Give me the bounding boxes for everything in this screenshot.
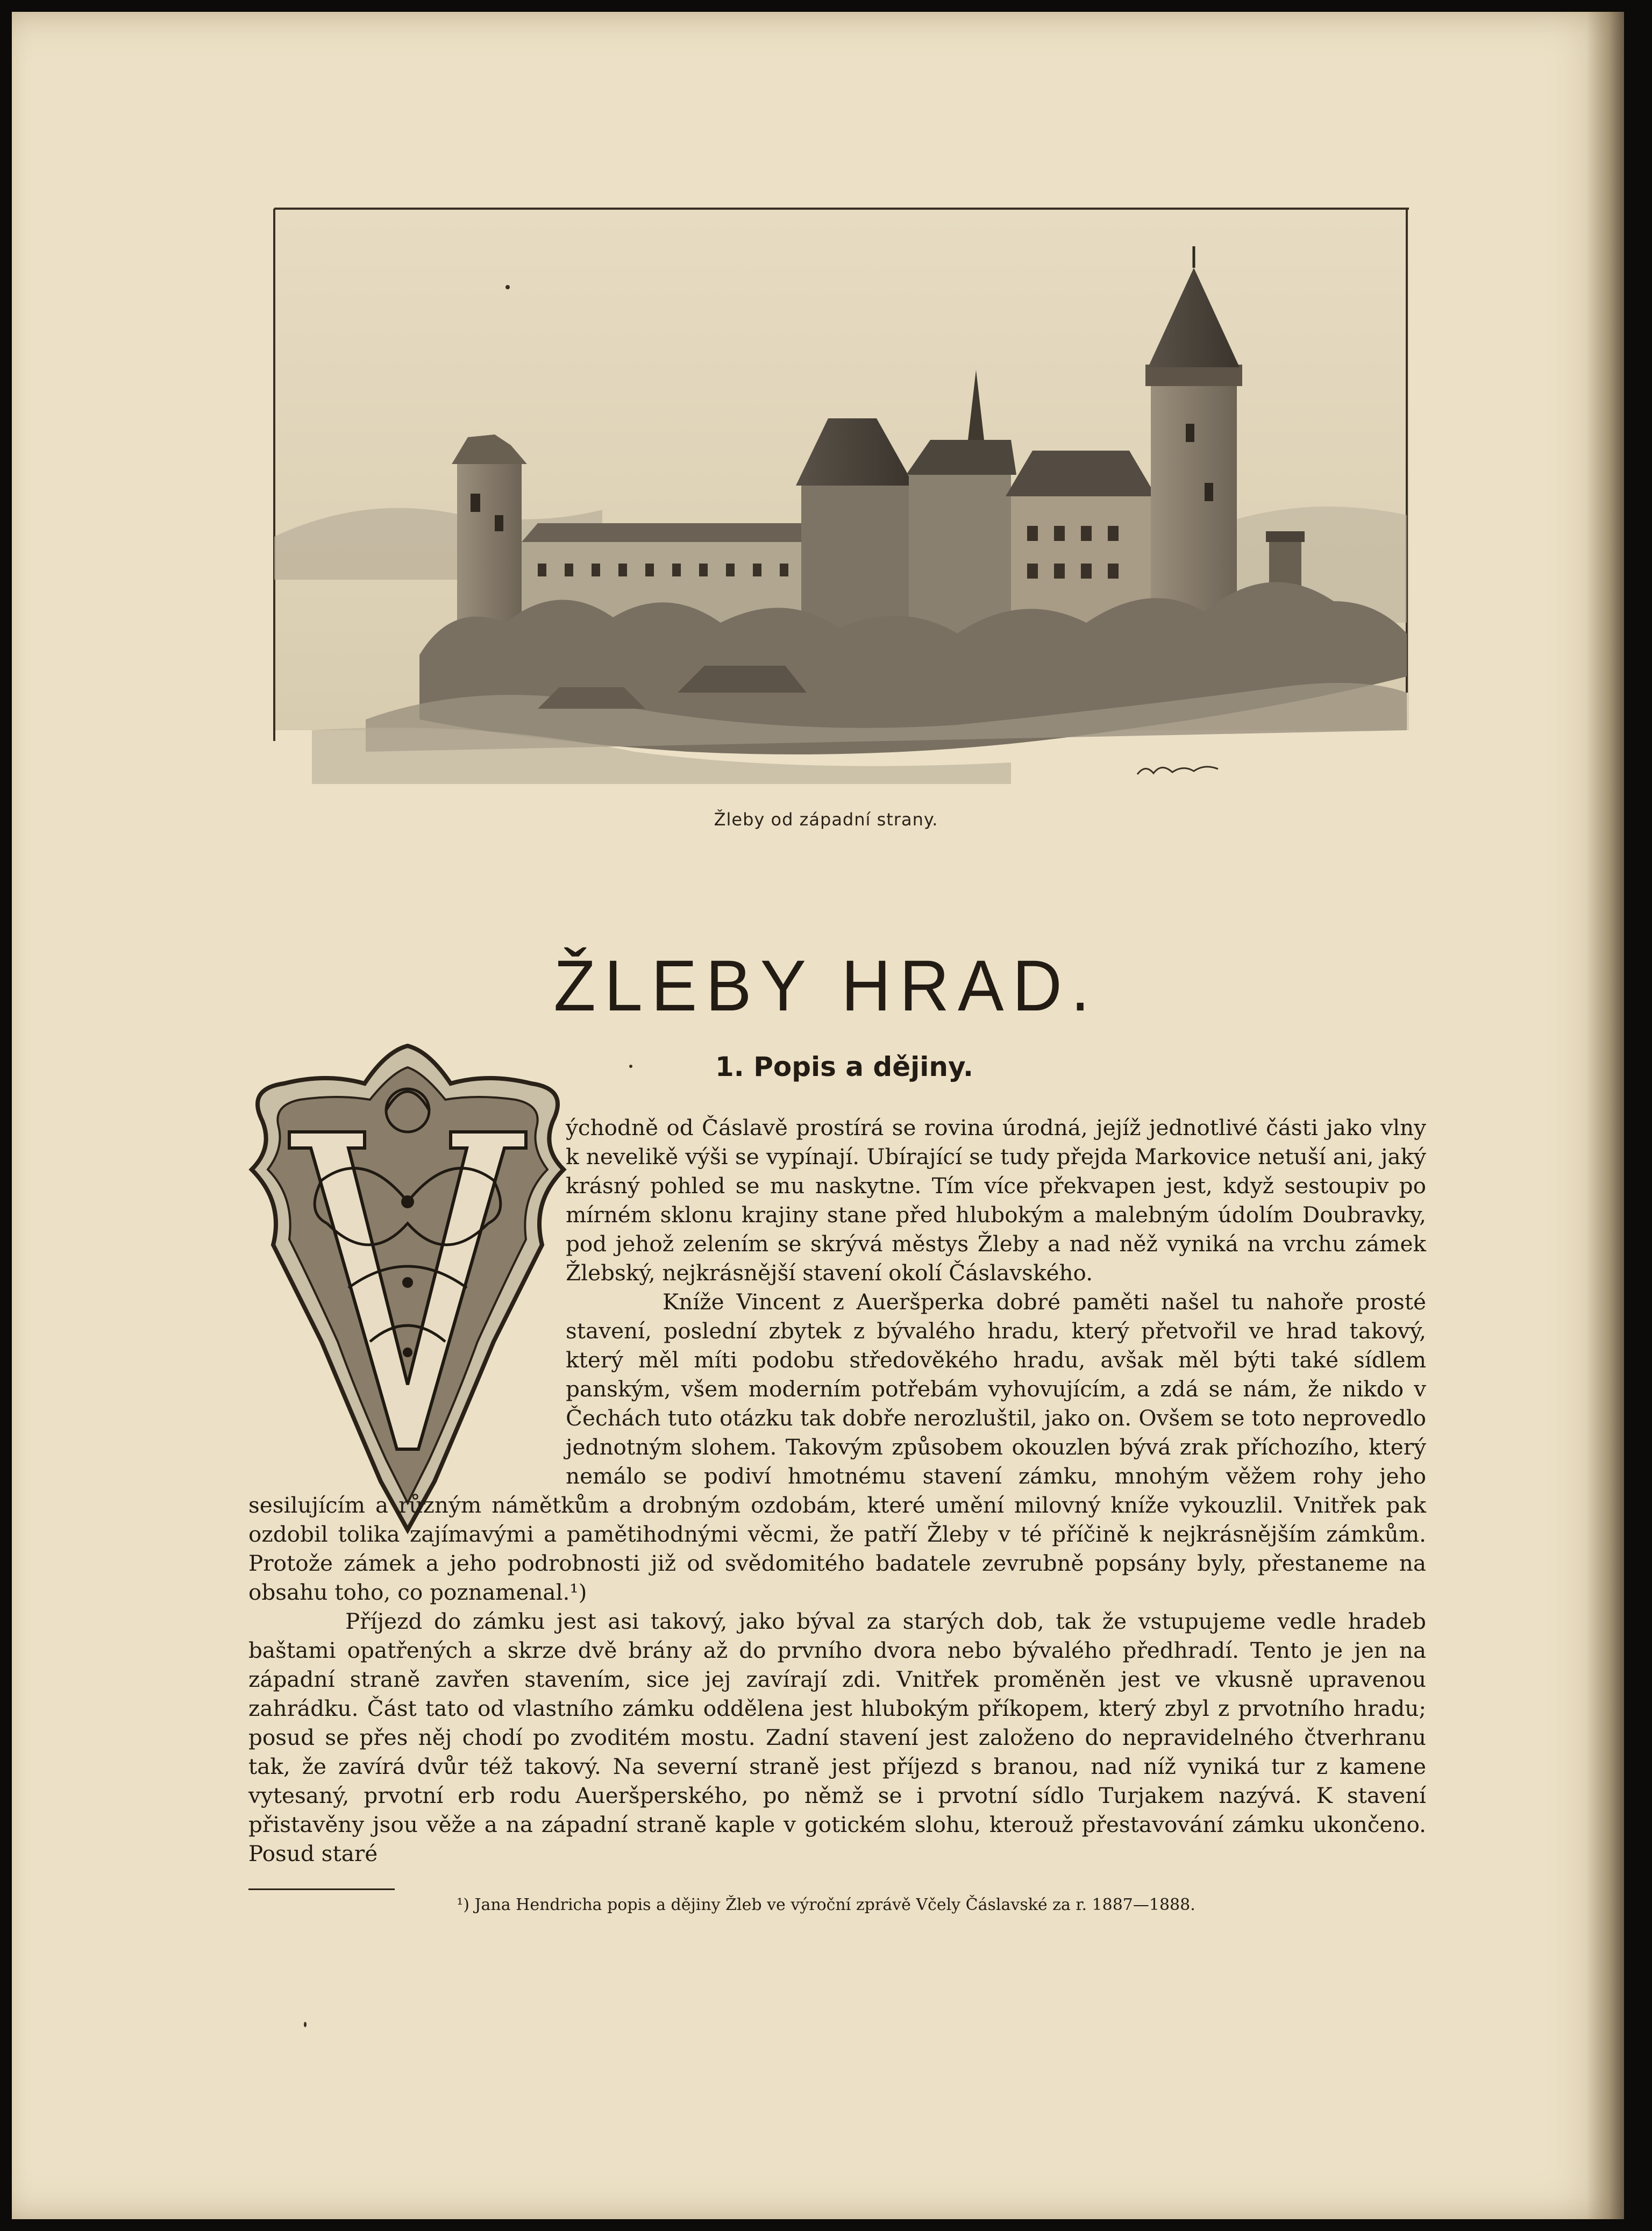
paper-speck bbox=[304, 2022, 307, 2027]
paragraph-1: ýchodně od Čáslavě prostírá se rovina úrodná, jejíž jednotlivé části jako vlny k nevelikě výši se vypínají. Ubírající se tudy přejda Markovice netuší ani, jaký krásný pohled se mu naskytne. Tím více překvapen jest, když sestoupiv po mírném sklonu krajiny stane před hlubokým a malebným údolím Doubravky, pod jehož zelením se skrývá městys Žleby a nad něž vyniká na vrchu zámek Žlebský, nejkrásnější stavení okolí Čáslavského. bbox=[566, 1115, 1426, 1286]
initial-wrap-space bbox=[248, 1113, 566, 1489]
artist-signature bbox=[1135, 758, 1221, 780]
page-binding-shadow bbox=[1586, 12, 1624, 2219]
paper-speck bbox=[505, 285, 510, 289]
footnote: ¹) Jana Hendricha popis a dějiny Žleb ve výroční zprávě Včely Čáslavské za r. 1887—1888. bbox=[457, 1895, 1195, 1914]
article-body bbox=[248, 1113, 1426, 1868]
paragraph-2: Kníže Vincent z Aueršperka dobré paměti našel tu nahoře prosté stavení, poslední zbytek z bývalého hradu, který přetvořil ve hrad takový, který měl míti podobu středověkého hradu, avšak měl býti také sídlem panským, všem moderním potřebám vyhovujícím, a zdá se nám, že nikdo v Čechách tuto otázku tak dobře nerozluštil, jako on. Ovšem se toto neprovedlo jednotným slohem. Takovým způsobem okouzlen bývá zrak příchozího, který nemálo se podiví hmotnému stavení zámku, mnohým věžem rohy jeho sesilujícím a různým námětkům a drobným ozdobám, které umění milovný kníže vykouzlil. Vnitřek pak ozdobil tolika zajímavými a pamětihodnými věcmi, že patří Žleby v té příčině k nejkrásnějším zámkům. Protože zámek a jeho podrobnosti již od svědomitého badatele zevrubně popsány byly, přestaneme na obsahu toho, co poznamenal.¹) bbox=[248, 1289, 1426, 1605]
section-heading: 1. Popis a dějiny. bbox=[715, 1051, 974, 1082]
footnote-divider bbox=[248, 1888, 395, 1890]
illustration-caption: Žleby od západní strany. bbox=[714, 809, 938, 830]
page-title: ŽLEBY HRAD. bbox=[553, 945, 1099, 1027]
paragraph-3: Příjezd do zámku jest asi takový, jako býval za starých dob, tak že vstupujeme vedle hradeb baštami opatřených a skrze dvě brány až do prvního dvora nebo bývalého předhradí. Tento je jen na západní straně zavřen stavením, sice jej zavírají zdi. Vnitřek proměněn jest ve vkusně upravenou zahrádku. Část tato od vlastního zámku oddělena jest hlubokým příkopem, který zbyl z prvotního hradu; posud se přes něj chodí po zvoditém mostu. Zadní stavení jest založeno do nepravidelného čtverhranu tak, že zavírá dvůr též takový. Na severní straně jest příjezd s branou, nad níž vyniká tur z kamene vytesaný, prvotní erb rodu Aueršperského, po němž se i prvotní sídlo Turjakem nazývá. K stavení přistavěny jsou věže a na západní straně kaple v gotickém slohu, kterouž přestavování zámku ukončeno. Posud staré bbox=[248, 1608, 1426, 1866]
paper-speck bbox=[629, 1065, 632, 1068]
castle-illustration bbox=[258, 193, 1409, 784]
